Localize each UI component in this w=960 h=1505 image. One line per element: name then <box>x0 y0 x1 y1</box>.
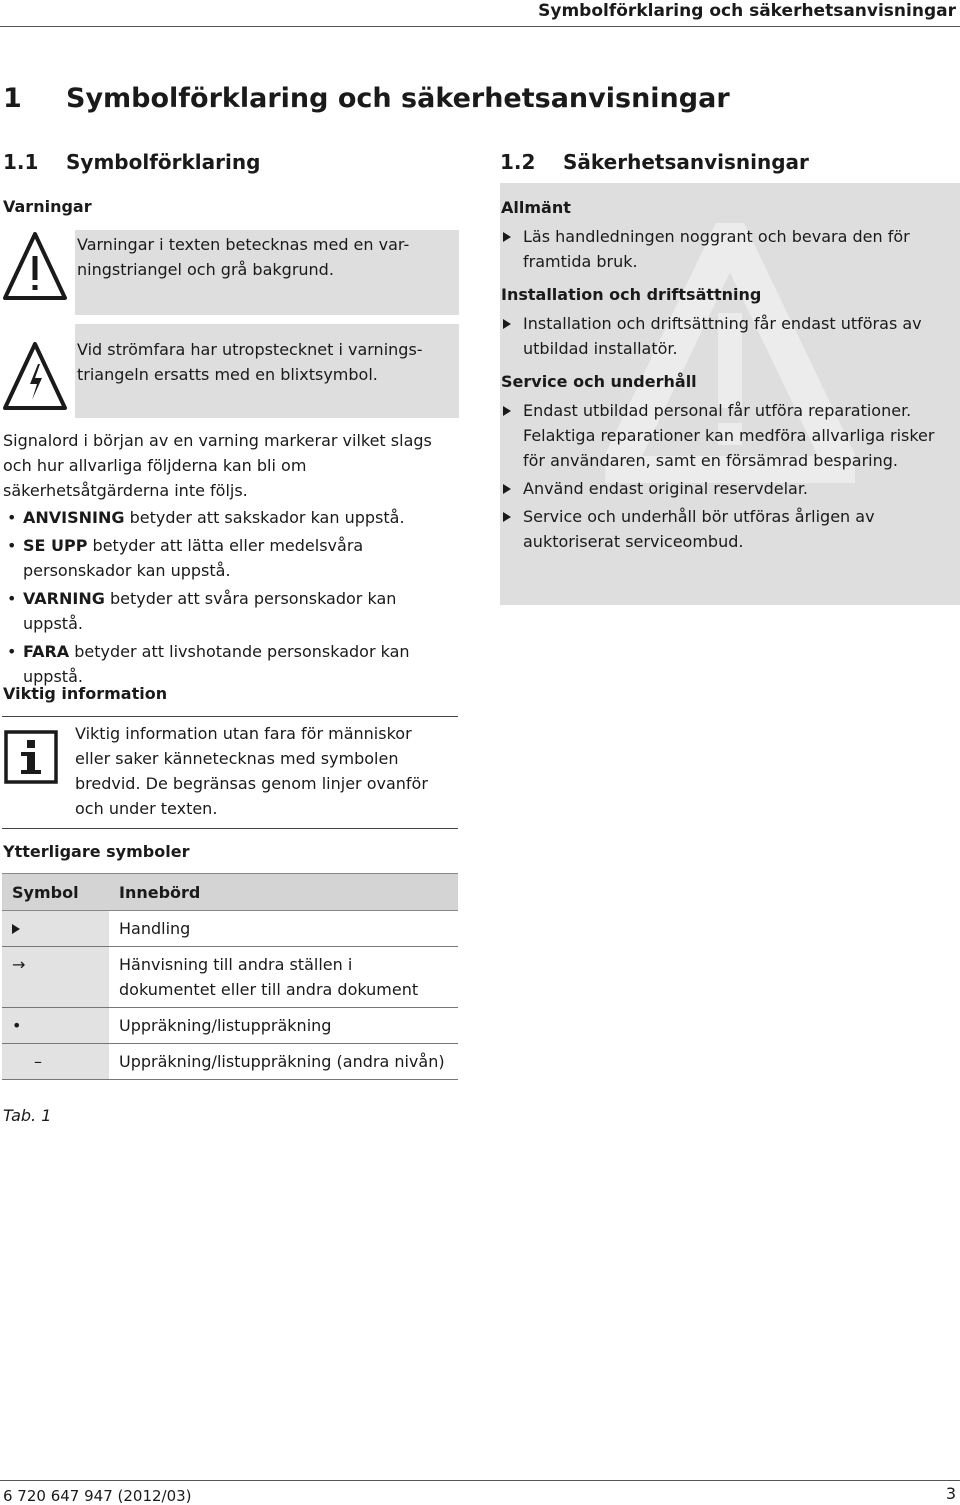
table-row <box>2 911 458 947</box>
column-header-symbol: Symbol <box>2 874 109 911</box>
column-header-meaning: Innebörd <box>109 874 458 911</box>
list-item <box>3 639 461 689</box>
symbols-table <box>2 873 458 1080</box>
document-number: 6 720 647 947 (2012/03) <box>3 1487 192 1505</box>
section-1-2-number: 1.2 <box>500 150 536 174</box>
service-list <box>501 398 959 554</box>
bullet-icon: • <box>7 589 17 608</box>
service-heading: Service och underhåll <box>501 372 697 391</box>
table-row <box>2 947 458 1008</box>
table-cell-symbol <box>2 1008 109 1044</box>
list-item <box>501 398 959 473</box>
list-item <box>3 533 461 583</box>
footer-rule <box>0 1480 960 1481</box>
table-cell-symbol <box>2 947 109 1008</box>
table-caption: Tab. 1 <box>3 1106 52 1125</box>
chapter-number: 1 <box>3 83 22 114</box>
warning-box <box>0 230 459 315</box>
safety-instructions-box <box>500 183 960 605</box>
list-item <box>501 476 959 501</box>
table-row <box>2 1008 458 1044</box>
table-row <box>2 1044 458 1080</box>
warning-triangle-icon <box>2 228 68 304</box>
action-triangle-icon <box>12 924 20 934</box>
safety-content <box>501 197 959 564</box>
electric-warning-triangle-icon <box>2 338 68 414</box>
running-header: Symbolförklaring och säkerhetsanvisningar <box>538 1 956 21</box>
electric-warning-text <box>75 324 459 418</box>
table-cell-meaning: Handling <box>109 911 458 947</box>
action-triangle-icon <box>503 232 511 242</box>
general-list <box>501 224 959 274</box>
action-triangle-icon <box>503 319 511 329</box>
bullet-icon: • <box>7 536 17 555</box>
signal-word-description: betyder att svåra personskador kan uppstå. <box>23 589 397 633</box>
section-1-1-title-text: Symbolförklaring <box>66 150 261 174</box>
list-item <box>501 311 959 361</box>
arrow-icon: → <box>12 955 26 974</box>
list-item <box>501 504 959 554</box>
warnings-heading: Varningar <box>3 197 92 216</box>
table-cell-symbol <box>2 911 109 947</box>
table-cell-meaning: Hänvisning till andra ställen i dokumentet eller till andra dokument <box>109 947 458 1008</box>
signal-word: FARA <box>23 642 70 661</box>
action-triangle-icon <box>503 512 511 522</box>
list-item-text: Service och underhåll bör utföras årligen av auktoriserat serviceombud. <box>523 507 875 551</box>
bullet-icon: • <box>7 508 17 527</box>
signal-word-description: betyder att sakskador kan uppstå. <box>124 508 405 527</box>
warning-box-line-2: ningstriangel och grå bakgrund. <box>77 260 334 279</box>
list-item <box>501 224 959 274</box>
important-info-text: Viktig information utan fara för människor eller saker kännetecknas med symbolen bredvid. De begränsas genom linjer ovanför och under texten. <box>75 724 428 818</box>
signal-word-description: betyder att livshotande personskador kan uppstå. <box>23 642 410 686</box>
signal-words-paragraph: Signalord i början av en varning markerar vilket slags och hur allvarliga följderna kan bli om säkerhetsåtgärderna inte följs. <box>3 431 432 500</box>
signal-word: VARNING <box>23 589 105 608</box>
table-header-row <box>2 874 458 911</box>
dash-icon: – <box>34 1052 42 1071</box>
signal-word: SE UPP <box>23 536 88 555</box>
list-item-text: Installation och driftsättning får endast utföras av utbildad installatör. <box>523 314 922 358</box>
electric-warning-line-2: triangeln ersatts med en blixtsymbol. <box>77 365 378 384</box>
info-top-rule <box>2 716 458 717</box>
further-symbols-heading: Ytterligare symboler <box>3 842 190 861</box>
electric-warning-line-1: Vid strömfara har utropstecknet i varnings- <box>77 340 423 359</box>
signal-words-list <box>3 505 461 692</box>
chapter-title <box>3 82 730 116</box>
action-triangle-icon <box>503 484 511 494</box>
installation-heading: Installation och driftsättning <box>501 285 762 304</box>
list-item-text: Endast utbildad personal får utföra reparationer. Felaktiga reparationer kan medföra allvarliga risker för användaren, samt en försämrad besparing. <box>523 401 935 470</box>
page-number: 3 <box>945 1484 956 1503</box>
section-1-1-title <box>3 149 260 175</box>
bullet-icon: • <box>12 1016 22 1035</box>
important-info-heading: Viktig information <box>3 684 168 703</box>
bullet-icon: • <box>7 642 17 661</box>
table-cell-symbol <box>2 1044 109 1080</box>
list-item-text: Använd endast original reservdelar. <box>523 479 809 498</box>
section-1-1-number: 1.1 <box>3 150 39 174</box>
chapter-title-text: Symbolförklaring och säkerhetsanvisningar <box>66 83 730 114</box>
list-item <box>3 505 461 530</box>
section-1-2-title <box>500 149 809 175</box>
signal-word: ANVISNING <box>23 508 125 527</box>
signal-word-description: betyder att lätta eller medelsvåra personskador kan uppstå. <box>23 536 364 580</box>
general-heading: Allmänt <box>501 198 571 217</box>
info-bottom-rule <box>2 828 458 829</box>
warning-box-text <box>75 230 459 315</box>
table-cell-meaning: Uppräkning/listuppräkning (andra nivån) <box>109 1044 458 1080</box>
table-cell-meaning: Uppräkning/listuppräkning <box>109 1008 458 1044</box>
info-icon <box>4 730 58 784</box>
header-rule <box>0 26 960 27</box>
warning-box-line-1: Varningar i texten betecknas med en var- <box>77 235 410 254</box>
action-triangle-icon <box>503 406 511 416</box>
list-item-text: Läs handledningen noggrant och bevara den för framtida bruk. <box>523 227 910 271</box>
section-1-2-title-text: Säkerhetsanvisningar <box>563 150 809 174</box>
installation-list <box>501 311 959 361</box>
list-item <box>3 586 461 636</box>
electric-warning-box <box>0 324 459 418</box>
